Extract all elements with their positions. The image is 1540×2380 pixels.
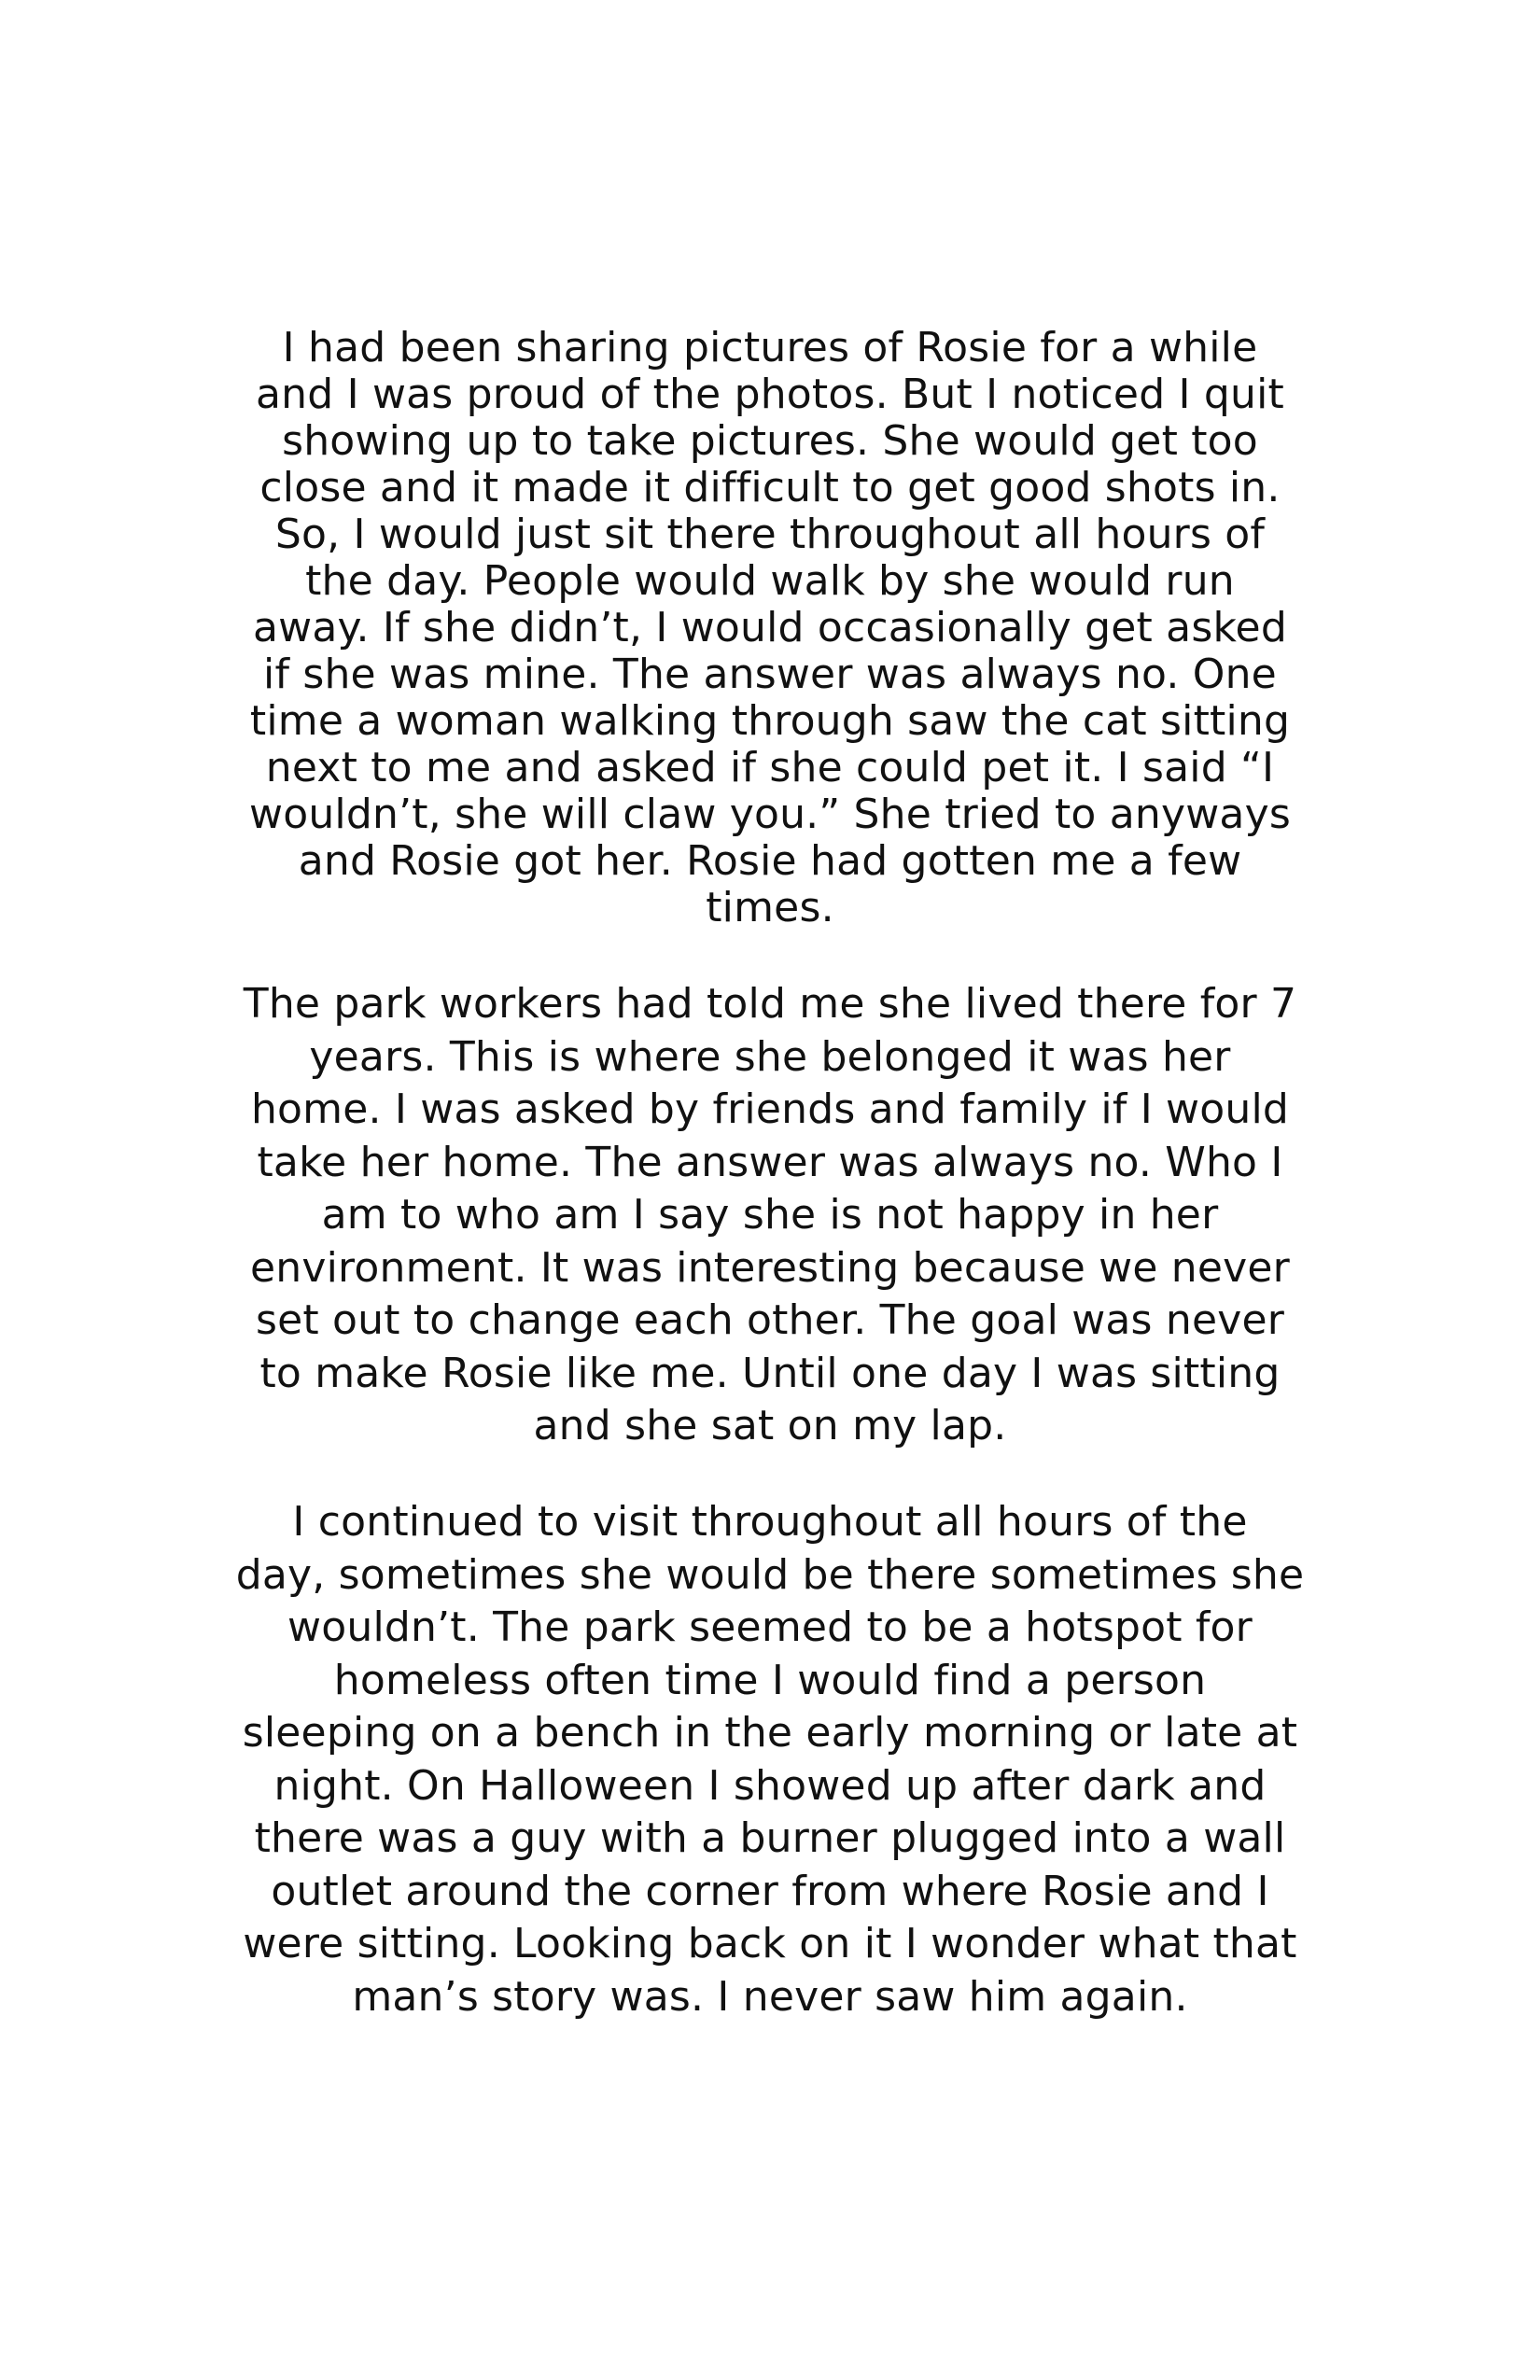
text-line: away. If she didn’t, I would occasionally get asked: [253, 604, 1287, 651]
text-line: and she sat on my lap.: [533, 1402, 1007, 1449]
text-line: time a woman walking through saw the cat sitting: [249, 697, 1291, 745]
text-line: I continued to visit throughout all hours of the: [292, 1498, 1248, 1546]
text-line: wouldn’t. The park seemed to be a hotspot for: [287, 1603, 1253, 1651]
text-line: environment. It was interesting because we never: [250, 1243, 1290, 1292]
text-line: outlet around the corner from where Rosie and I: [271, 1867, 1269, 1915]
text-line: to make Rosie like me. Until one day I was sitting: [259, 1349, 1281, 1397]
paragraph-2: [168, 978, 1372, 1453]
text-line: home. I was asked by friends and family if I would: [250, 1085, 1290, 1133]
text-line: night. On Halloween I showed up after dark and: [273, 1761, 1267, 1810]
text-line: the day. People would walk by she would run: [305, 557, 1235, 605]
text-line: and Rosie got her. Rosie had gotten me a few: [298, 837, 1242, 885]
text-line: next to me and asked if she could pet it. I said “I: [265, 744, 1275, 791]
text-line: take her home. The answer was always no. Who I: [257, 1138, 1283, 1186]
text-line: showing up to take pictures. She would get too: [282, 417, 1258, 465]
paragraph-1: [168, 325, 1372, 931]
text-line: man’s story was. I never saw him again.: [352, 1972, 1188, 2021]
text-line: if she was mine. The answer was always no. One: [263, 651, 1277, 698]
text-line: The park workers had told me she lived there for 7: [243, 980, 1297, 1028]
text-line: day, sometimes she would be there sometimes she: [235, 1550, 1305, 1599]
text-line: am to who am I say she is not happy in her: [321, 1191, 1219, 1239]
text-line: sleeping on a bench in the early morning or late at: [242, 1709, 1298, 1757]
text-line: were sitting. Looking back on it I wonder what that: [243, 1920, 1297, 1967]
paragraph-3: [168, 1496, 1372, 2023]
text-line: wouldn’t, she will claw you.” She tried to anyways: [249, 791, 1291, 838]
text-line: I had been sharing pictures of Rosie for a while: [282, 324, 1258, 371]
text-line: and I was proud of the photos. But I noticed I quit: [256, 371, 1284, 418]
text-line: there was a guy with a burner plugged into a wall: [254, 1814, 1286, 1862]
text-line: set out to change each other. The goal was never: [255, 1296, 1285, 1344]
text-line: homeless often time I would find a person: [333, 1656, 1207, 1704]
text-line: years. This is where she belonged it was her: [309, 1032, 1231, 1081]
text-line: close and it made it difficult to get good shots in.: [259, 464, 1281, 511]
text-line: times.: [706, 884, 834, 931]
text-line: So, I would just sit there throughout all hours of: [274, 511, 1266, 558]
